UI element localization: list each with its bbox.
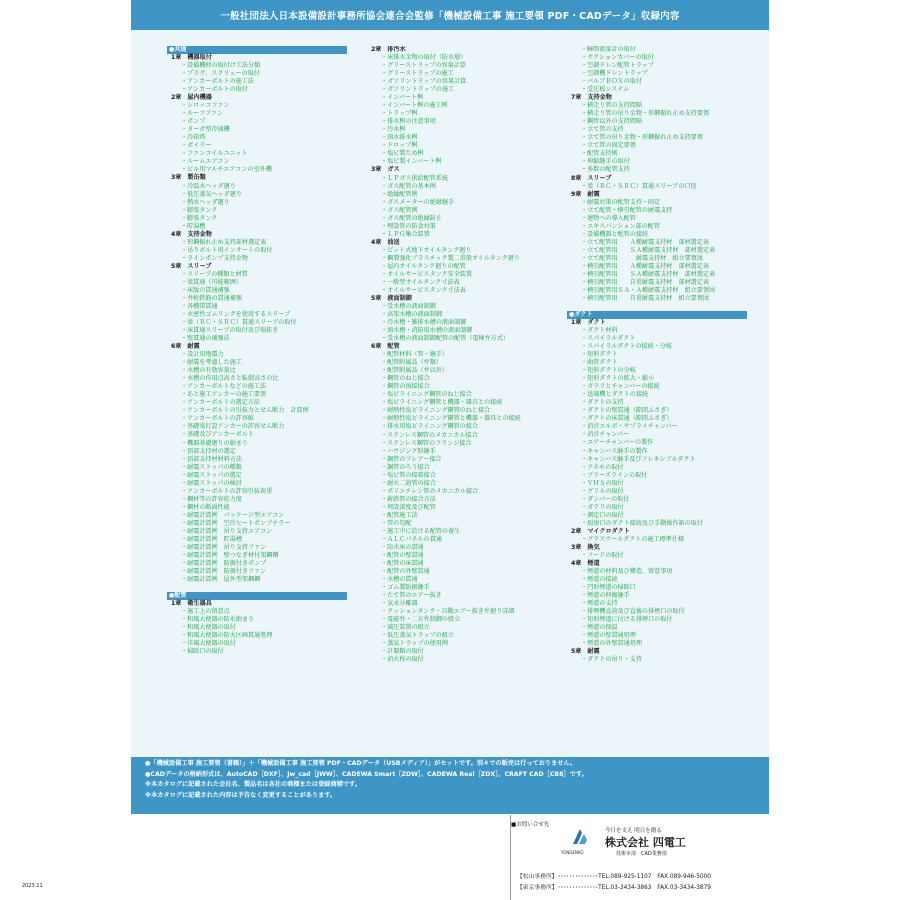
- chapter-heading: 2章 屋内機器: [171, 94, 212, 102]
- contents-item: ・設備機器と配管の接続: [581, 230, 649, 238]
- contents-item: ・ポンプ: [181, 118, 206, 126]
- chapter-heading: 6章 耐震: [171, 343, 200, 351]
- contents-item: ・気水分離器: [381, 600, 418, 608]
- contents-item: ・グリルの取付: [581, 487, 624, 495]
- contents-item: ・配管附属品（弁類）: [381, 359, 442, 367]
- contents-item: ・ガソリントラップの施工: [381, 86, 455, 94]
- contents-item: ・横走り管の支持間隔: [581, 102, 642, 110]
- contents-item: ・ダクトの支持: [581, 399, 624, 407]
- contents-item: ・スパイラルダクト: [581, 335, 636, 343]
- contents-item: ・基礎梁打設アンカーの許容せん断力: [181, 423, 285, 431]
- contents-item: ・管の勾配: [381, 519, 412, 527]
- contents-item: ・耐震計算例 壁つなぎ材付架鋼鋼: [181, 551, 279, 559]
- contents-item: ・井桁鉄筋の貫通補強: [181, 294, 242, 302]
- company-name: 株式会社 四電工: [605, 836, 686, 849]
- chapter-heading: 5章 耐震: [571, 648, 600, 656]
- section-heading: ●共通: [167, 46, 347, 54]
- contents-column-1: [167, 46, 363, 656]
- contents-item: ・ターボ型冷凍機: [181, 126, 230, 134]
- contents-item: ・機器基礎廻りの納まり: [181, 439, 249, 447]
- contents-item: ・冷却塔: [181, 134, 206, 142]
- contents-item: ・ルームエアコン: [181, 158, 230, 166]
- contents-item: ・ボイラー: [181, 142, 212, 150]
- contents-item: ・消音チャンバー: [581, 431, 630, 439]
- contents-item: ・洋風大便器の取付: [181, 640, 236, 648]
- office-tokyo: 【東京事務所】･･････････････TEL.03-3434-3863 FAX.03-3434-3879: [517, 885, 711, 891]
- contents-item: ・アンカーボルトの施工法: [181, 78, 254, 86]
- contents-item: ・オイルサービスタンク安全装置: [381, 270, 472, 278]
- contents-item: ・和風大便器の防水納まり: [181, 616, 255, 624]
- spacer: [567, 303, 767, 311]
- contents-item: ・横引配管用 自重耐震支持材 部材選定表: [581, 278, 709, 286]
- contents-column-2: [367, 46, 567, 664]
- contents-item: ・ラインポンプ支持金物: [181, 254, 248, 262]
- contents-item: ・配管支持例: [581, 150, 618, 158]
- contents-item: ・アンカーボルトの選定方法: [181, 399, 260, 407]
- contents-item: ・壁貫通の補強法: [181, 335, 230, 343]
- contents-item: ・ＡＬＣパネルの貫通: [381, 535, 442, 543]
- contents-item: ・床貫通スリーブの取付及び端抜き: [181, 327, 279, 335]
- contents-item: ・低圧蒸気トラップの組立: [381, 632, 455, 640]
- contents-item: ・インバート桝: [381, 94, 424, 102]
- contents-item: ・たて管のエアー抜き: [381, 592, 442, 600]
- contents-item: ・形鋼振れ止め支持部材選定表: [181, 238, 267, 246]
- contents-item: ・電磁弁・二方弁制御の組立: [381, 616, 461, 624]
- contents-item: ・配管の壁貫通: [381, 551, 424, 559]
- contents-item: ・絶縁配管例: [381, 190, 418, 198]
- chapter-heading: 1章 機器取付: [171, 54, 212, 62]
- contents-column-3: [567, 46, 767, 664]
- contents-item: ・円形煙道の掃除口: [581, 584, 636, 592]
- chapter-heading: 1章 衛生器具: [171, 600, 212, 608]
- contents-item: ・耐震ストッパの選定: [181, 471, 242, 479]
- contents-item: ・耐熱性塩ビライニング鋼管のねじ接合: [381, 407, 491, 415]
- note-line: ※本カタログに記載された会社名、製品名は各社の商標または登録商標です。: [145, 781, 361, 788]
- contents-item: ・ポリエチレン管のメカニカル接合: [381, 487, 479, 495]
- contents-item: ・ガス配管の基本例: [381, 182, 436, 190]
- contents-item: ・ダクトの床貫通（隙間ふさぎ）: [581, 415, 673, 423]
- contents-item: ・掃除口の取付: [181, 648, 224, 656]
- contents-item: ・鋼管以外の支持間隔: [581, 118, 642, 126]
- section-heading: ●ダクト: [567, 311, 747, 319]
- contents-item: ・インバート桝の施工例: [381, 102, 448, 110]
- contents-item: ・耐震ストッパの種類: [181, 463, 242, 471]
- contents-item: ・フードの取付: [581, 551, 624, 559]
- contents-item: ・トラップ桝: [381, 110, 418, 118]
- contents-item: ・厨房口のダクト接続及び手動操作箱の取付: [581, 519, 703, 527]
- contents-item: ・床版の貫通補強: [181, 286, 230, 294]
- contents-item: ・アンカーボルトの取付: [181, 86, 248, 94]
- contents-item: ・屋内オイルタンク廻りの配管: [381, 262, 466, 270]
- contents-item: ・銅管のろう接合: [381, 463, 430, 471]
- contents-item: ・伸縮継手の取付: [581, 158, 630, 166]
- contents-item: ・配管の床貫通: [381, 560, 424, 567]
- contents-item: ・雨水排水桝: [381, 134, 418, 142]
- contents-item: ・吊りボルト用インサートの取付: [181, 246, 273, 254]
- chapter-heading: 2章 マイクロダクト: [571, 527, 630, 535]
- chapter-heading: 1章 ダクト: [571, 319, 606, 327]
- contents-item: ・バルブＢＯＸの取付: [581, 78, 642, 86]
- catalog-page: [131, 0, 769, 900]
- contents-item: ・鋼管の溶接接合: [381, 383, 430, 391]
- contents-item: ・ステンレス鋼管のメカニカル接合: [381, 431, 478, 439]
- contents-item: ・耐震計算例 パッケージ型エアコン: [181, 511, 285, 519]
- contents-item: ・配管附属品（弁以外）: [381, 367, 449, 375]
- contents-item: ・梁貫通（可能範囲）: [181, 278, 242, 286]
- contents-item: ・空調ドレン配管トラップ: [581, 62, 654, 70]
- contents-item: ・立て配管用 Ａ種耐震支持材 部材選定表: [581, 238, 709, 246]
- contents-item: ・鋼材の断面性能: [181, 503, 230, 511]
- contents-item: ・和風大便器の防火区画貫通処理: [181, 632, 273, 640]
- contents-item: ・キャンバス継手及びフレキシブルダクト: [581, 455, 696, 463]
- contents-item: ・ビル用マルチエアコンの室外機: [181, 166, 272, 174]
- contents-item: ・多数の配管支持: [581, 166, 630, 174]
- contents-item: ・立て配管・横引配管の耐震支持: [581, 206, 673, 214]
- contents-item: ・床排水金物の取付（防水層）: [381, 54, 467, 62]
- contents-panel: [131, 30, 769, 757]
- chapter-heading: 6章 配管: [371, 343, 400, 351]
- contents-item: ・計器類の取付: [381, 648, 424, 656]
- contents-item: ・耐熱性塩ビライニング鋼管と機器・器具との接続: [381, 415, 521, 423]
- contents-item: ・膨張タンク: [181, 206, 218, 214]
- contents-item: ・ステンレス鋼管のフランジ接合: [381, 439, 472, 447]
- contents-item: ・ルーフファン: [181, 110, 224, 118]
- contents-item: ・鋼材等の許容応力度: [181, 495, 242, 503]
- contents-item: ・耐震計算例 吊り支持ファン: [181, 543, 267, 551]
- contents-item: ・立て管の吊り金物・形鋼振れ止め支持要領: [581, 134, 703, 142]
- contents-item: ・水槽の有効容量比: [181, 367, 236, 375]
- chapter-heading: 7章 支持金物: [571, 94, 612, 102]
- contents-item: ・頂部支持材の選定: [181, 447, 236, 455]
- contents-item: ・横引配管用ＳＡ・Ａ種耐震支持材 組立要領図: [581, 286, 716, 294]
- chapter-heading: 4章 煙道: [571, 559, 600, 567]
- contents-item: ・耐震計算例 防振付きファン: [181, 568, 267, 576]
- contents-item: ・減圧装置の組立: [381, 624, 430, 632]
- contents-item: ・基礎及びアンカーボルト: [181, 431, 254, 439]
- contents-item: ・煙道の接続: [581, 576, 618, 584]
- contents-item: ・煙道の材料及び構造、留意事項: [581, 567, 673, 575]
- contents-item: ・耐震対策の配管支持・固定: [581, 198, 661, 206]
- contents-item: ・施工中に於ける配管の養生: [381, 527, 461, 535]
- contents-item: ・低圧蒸気ヘッダ廻り: [181, 190, 242, 198]
- contents-item: ・埋設深度及び配管: [381, 503, 436, 511]
- contents-item: ・立て管の支持: [581, 126, 624, 134]
- chapter-heading: 3章 ガス: [371, 166, 400, 174]
- chapter-heading: 9章 耐震: [571, 190, 600, 198]
- chapter-heading: 4章 油送: [371, 238, 400, 246]
- contents-item: ・耐震計算例 貯湯槽: [181, 535, 242, 543]
- contents-item: ・和風大便器の取付: [181, 624, 236, 632]
- contents-item: ・ガラリの取付: [581, 503, 624, 511]
- contents-item: ・ＬＰガス供給配管系統: [381, 174, 449, 182]
- contents-item: ・熱水ヘッダ廻り: [181, 198, 230, 206]
- contents-item: ・クッションタンク・自動エアー抜き弁廻り詳細: [381, 608, 515, 616]
- contents-item: ・グラスウールダクトの施工標準仕様: [581, 535, 685, 543]
- contents-item: ・アネモの取付: [581, 463, 624, 471]
- contents-item: ・立て配管用 ＳＡ種耐震支持材 部材選定表: [581, 246, 716, 254]
- contents-item: ・受圧板システム: [581, 86, 630, 94]
- contents-item: ・ピット式地下オイルタンク廻り: [381, 246, 472, 254]
- contents-item: ・立て配管用 耐震支持材 組立要領図: [581, 254, 703, 262]
- contents-item: ・煙道の保温: [581, 624, 618, 632]
- contents-item: ・消音エルボ・サプライチャンバー: [581, 423, 678, 431]
- contents-item: ・プラグ、スクリューの取付: [181, 70, 260, 78]
- contents-item: ・配管施工法: [381, 511, 418, 519]
- contents-item: ・矩形ダクトの分岐: [581, 367, 636, 375]
- contents-item: ・グリーストラップの容量計算: [381, 62, 466, 70]
- contents-item: ・梁（ＲＣ・ＳＲＣ）貫通スリーブの取付: [181, 319, 297, 327]
- chapter-heading: 3章 換気: [571, 543, 600, 551]
- contents-item: ・排水桝の注意事項: [381, 118, 436, 126]
- note-line: ●CADデータの格納形式は、AutoCAD［DXF］、Jw_cad［JWW］、CADEWA Smart［ZDW］、CADEWA Real［ZDX］、CRAFT CAD［CB8］です。: [145, 770, 588, 778]
- contents-item: ・排煙機直前及び直後の排煙口の取付: [581, 608, 685, 616]
- note-line: ※本カタログに記載された内容は予告なく変更することがあります。: [145, 791, 337, 799]
- section-heading: ●配管: [167, 592, 347, 600]
- chapter-heading: 2章 排汚水: [371, 46, 406, 53]
- contents-item: ・ドロップ桝: [381, 142, 418, 150]
- contents-item: ・煙道の支持: [581, 600, 618, 608]
- spacer: [167, 584, 363, 592]
- contents-item: ・ダクト材料: [581, 327, 618, 335]
- logo-wordmark: YONDENKO: [561, 850, 584, 855]
- contents-item: ・塩ビ製インバート桝: [381, 158, 442, 166]
- contents-item: ・アンカーボルトの引抜力とせん断力 計算例: [181, 407, 309, 415]
- contents-item: ・排水用塩ビライニング鋼管の接合: [381, 423, 478, 431]
- contents-item: ・耐震計算例 防振付きポンプ: [181, 559, 267, 567]
- contents-item: ・ダクトの吊り・支持: [581, 656, 642, 664]
- contents-item: ・耐火二層管の接合: [381, 479, 436, 487]
- contents-item: ・シロッコファン: [181, 102, 230, 110]
- contents-item: ・横引配管用 Ａ種耐震支持材 部材選定表: [581, 262, 709, 270]
- notes-band: [131, 757, 769, 814]
- contents-item: ・ＬＰＧ集合装置: [381, 230, 430, 238]
- contents-item: ・ハウジング形継手: [381, 447, 436, 455]
- contents-item: ・耐震ストッパの検討: [181, 479, 242, 487]
- chapter-heading: 3章 製缶類: [171, 174, 206, 182]
- contents-item: ・水密性ゴムリングを使用するスリーブ: [181, 311, 291, 319]
- contents-item: ・冷温水ヘッダ廻り: [181, 182, 236, 190]
- contents-item: ・スリーブの種類と材質: [181, 270, 248, 278]
- contents-item: ・貯湯槽: [181, 222, 206, 230]
- contents-item: ・送風機とダクトの接続: [581, 391, 649, 399]
- company-logo-icon: [569, 826, 591, 848]
- chapter-heading: 8章 スリーブ: [571, 174, 612, 182]
- contents-item: ・エアーチャンバーの製作: [581, 439, 654, 447]
- contents-item: ・煙道の壁貫通処理: [581, 632, 636, 640]
- contents-item: ・オイルサービスタンク寸法表: [381, 286, 466, 294]
- contents-item: ・あと施工アンカーの施工要領: [181, 391, 267, 399]
- contents-item: ・塩ビライニング鋼管のねじ接合: [381, 391, 472, 399]
- contents-item: ・立て管の固定要領: [581, 142, 636, 150]
- contents-item: ・埋設管の防食対策: [381, 222, 436, 230]
- contents-item: ・エキスパンション部の配管: [581, 222, 660, 230]
- page-title: 一般社団法人日本設備設計事務所協会連合会監修「機械設備工事 施工要領 PDF・CADデータ」収録内容: [131, 0, 769, 30]
- chapter-heading: 5章 液面制御: [371, 294, 412, 302]
- contents-item: ・消火栓の取付: [381, 656, 424, 664]
- contents-item: ・横走り管の吊り金物・形鋼振れ止め支持要領: [581, 110, 709, 118]
- contents-item: ・煙道の伸縮継手: [581, 592, 630, 600]
- contents-item: ・アンカーボルトの許容値: [181, 415, 254, 423]
- company-tagline: 今日を支え 明日を創る: [605, 828, 662, 834]
- contents-item: ・ガソリントラップの容量計算: [381, 78, 467, 86]
- contents-item: ・塩ビ管の接着接合: [381, 471, 436, 479]
- contents-item: ・耐震を考慮した施工: [181, 359, 242, 367]
- contents-item: ・ダクトの壁貫通（隙間ふさぎ）: [581, 407, 673, 415]
- note-line: ●「機械設備工事 施工要領（書籍）」＋「機械設備工事 施工要領 PDF・CADデータ（USBメディア）」がセットです。別々での販売は行っておりません。: [145, 760, 577, 767]
- contact-label: ■お問い合せ先: [511, 822, 550, 828]
- contents-item: ・蒸気トラップの使用例: [381, 640, 448, 648]
- contents-item: ・湧水槽・消防用水槽の液面制御: [381, 327, 473, 335]
- contents-item: ・煙道の外壁貫通処理: [581, 640, 642, 648]
- contents-item: ・耐震計算例 屋外型架鋼鋼: [181, 576, 261, 584]
- contents-item: ・高架水槽の液面制御: [381, 311, 442, 319]
- contents-item: ・受水槽の液面制御配管の配管（電極弁方式）: [381, 335, 509, 343]
- contents-item: ・横引配管用 自重耐震支持材 組立要領図: [581, 294, 709, 302]
- contents-item: ・矩形煙道に付ける排煙口の取付: [581, 616, 673, 624]
- contents-item: ・アンカーボルトなどの施工法: [181, 383, 267, 391]
- contents-item: ・塩ビ製ため桝: [381, 150, 424, 158]
- contents-item: ・膨張タンク: [181, 214, 218, 222]
- contents-item: ・設計用地震力: [181, 351, 224, 359]
- contents-item: ・建物への導入配管: [581, 214, 636, 222]
- contents-item: ・測定口の取付: [581, 511, 624, 519]
- contents-item: ・汚水桝: [381, 126, 406, 134]
- contents-item: ・矩形ダクト: [581, 351, 618, 359]
- issue-date: 2023.11: [22, 883, 43, 889]
- office-matsuyama: 【松山事務所】･･････････････TEL.089-925-1107 FAX.089-946-5000: [517, 874, 711, 880]
- contents-item: ・ブリーズラインの取付: [581, 471, 648, 479]
- contents-item: ・耐震計算例 空冷ヒートポンプチラー: [181, 519, 291, 527]
- contents-item: ・ガス配管の絶縁防止: [381, 214, 442, 222]
- contents-item: ・水槽の作用点高さと転倒高さの比: [181, 375, 279, 383]
- contents-item: ・空調機ドレントラップ: [581, 70, 648, 78]
- contents-item: ・配管材料（管・継手）: [381, 351, 449, 359]
- contents-item: ・グリーストラップの施工: [381, 70, 454, 78]
- contents-item: ・頂部支持材材料方法: [181, 455, 242, 463]
- contents-item: ・曲管ダクト: [581, 359, 618, 367]
- contents-item: ・キャンバス継手の製作: [581, 447, 648, 455]
- contents-item: ・アンカーボルトの許容引抜荷重: [181, 487, 273, 495]
- contents-item: ・一般型オイルタンク寸法表: [381, 278, 460, 286]
- contents-item: ・防水床の貫通: [381, 543, 424, 551]
- contents-item: ・横引配管用 ＳＡ種耐震支持材 部材選定表: [581, 270, 716, 278]
- contents-item: ・梁（ＲＣ・ＳＲＣ）貫通スリーブの口径: [581, 182, 697, 190]
- contents-item: ・耐震計算例 吊り支持エアコン: [181, 527, 273, 535]
- company-branch: 技術本部 CAD業務部: [616, 851, 667, 857]
- contents-item: ・設備機材の取付け工法分類: [181, 62, 261, 70]
- contents-item: ・ゴム製防振継手: [381, 584, 430, 592]
- contents-item: ・鋼管のねじ接合: [381, 375, 430, 383]
- contents-item: ・施工上の留意点: [181, 608, 230, 616]
- contents-item: ・銅管のフレアー接合: [381, 455, 442, 463]
- contents-item: ・配管の外壁貫通: [381, 568, 430, 576]
- contents-item: ・水槽の貫通: [381, 576, 418, 584]
- contents-item: ・スパイラルダクトの接続・分岐: [581, 343, 672, 351]
- contents-item: ・塩ビライニング鋼管と機器・器具との接続: [381, 399, 503, 407]
- contents-item: ・汚水槽・雑排水槽の液面制御: [381, 319, 467, 327]
- contents-item: ・受水槽の液面制御: [381, 303, 436, 310]
- contents-item: ・ガラリとチャンバーの接続: [581, 383, 660, 391]
- contents-item: ・ダンパーの取付: [581, 495, 630, 503]
- contents-item: ・ガスメーターの絶縁継手: [381, 198, 455, 206]
- contents-item: ・サクションカバーの取付: [581, 54, 654, 62]
- contents-item: ・ガス配管例: [381, 206, 418, 214]
- contents-item: ・瞬間流量計の取付: [581, 46, 636, 53]
- contents-item: ・鋳鉄管の接合方法: [381, 495, 436, 503]
- contents-item: ・鋼製強化プラスチック製二重殻オイルタンク廻り: [381, 254, 520, 262]
- contents-item: ・各種帯貫通: [181, 302, 218, 310]
- contents-item: ・矩形ダクトの拡大・縮小: [581, 375, 655, 383]
- contents-item: ・ＶＨＳの取付: [581, 479, 624, 487]
- chapter-heading: 4章 支持金物: [171, 230, 212, 238]
- chapter-heading: 5章 スリーブ: [171, 262, 212, 270]
- contents-item: ・ファンコイルユニット: [181, 150, 248, 158]
